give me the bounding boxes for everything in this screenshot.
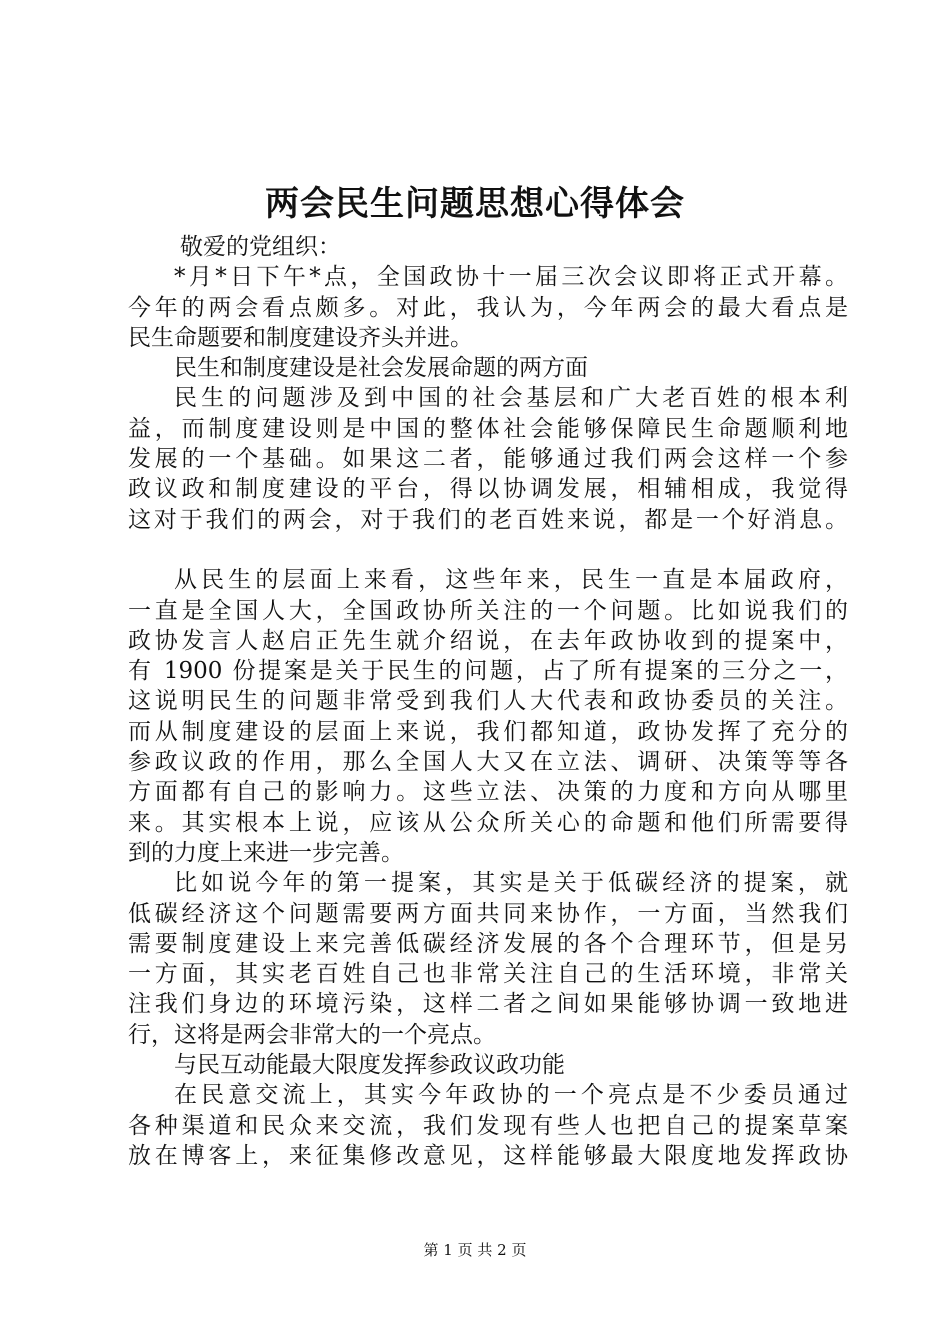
text-line: 低碳经济这个问题需要两方面共同来协作，一方面，当然我们 — [128, 900, 848, 927]
text-line: 政协发言人赵启正先生就介绍说，在去年政协收到的提案中， — [128, 627, 848, 654]
text-line: 今年的两会看点颇多。对此，我认为，今年两会的最大看点是 — [128, 294, 848, 321]
text-line: 这说明民生的问题非常受到我们人大代表和政协委员的关注。 — [128, 688, 848, 715]
text-line: 与民互动能最大限度发挥参政议政功能 — [174, 1052, 565, 1079]
text-line: 行，这将是两会非常大的一个亮点。 — [128, 1021, 496, 1048]
text-line: 需要制度建设上来完善低碳经济发展的各个合理环节，但是另 — [128, 930, 848, 957]
text-line: 这对于我们的两会，对于我们的老百姓来说，都是一个好消息。 — [128, 506, 848, 533]
text-line: 一直是全国人大，全国政协所关注的一个问题。比如说我们的 — [128, 597, 848, 624]
text-line: 民生命题要和制度建设齐头并进。 — [128, 324, 473, 351]
text-line: 各种渠道和民众来交流，我们发现有些人也把自己的提案草案 — [128, 1112, 848, 1139]
text-line: 政议政和制度建设的平台，得以协调发展，相辅相成，我觉得 — [128, 476, 848, 503]
text-line: 发展的一个基础。如果这二者，能够通过我们两会这样一个参 — [128, 446, 848, 473]
document-title: 两会民生问题思想心得体会 — [265, 184, 685, 224]
text-line: 而从制度建设的层面上来说，我们都知道，政协发挥了充分的 — [128, 718, 848, 745]
text-line: 有 1900 份提案是关于民生的问题，占了所有提案的三分之一， — [128, 658, 848, 685]
text-line: 益，而制度建设则是中国的整体社会能够保障民生命题顺利地 — [128, 415, 848, 442]
text-line: 一方面，其实老百姓自己也非常关注自己的生活环境，非常关 — [128, 961, 848, 988]
text-line: 方面都有自己的影响力。这些立法、决策的力度和方向从哪里 — [128, 779, 848, 806]
text-line: 民生的问题涉及到中国的社会基层和广大老百姓的根本利 — [174, 385, 848, 412]
text-line: 在民意交流上，其实今年政协的一个亮点是不少委员通过 — [174, 1082, 848, 1109]
text-line: 参政议政的作用，那么全国人大又在立法、调研、决策等等各 — [128, 749, 848, 776]
text-line: *月*日下午*点，全国政协十一届三次会议即将正式开幕。 — [174, 264, 848, 291]
text-line: 从民生的层面上来看，这些年来，民生一直是本届政府， — [174, 567, 848, 594]
text-line: 民生和制度建设是社会发展命题的两方面 — [174, 355, 588, 382]
text-line: 来。其实根本上说，应该从公众所关心的命题和他们所需要得 — [128, 809, 848, 836]
text-line: 注我们身边的环境污染，这样二者之间如果能够协调一致地进 — [128, 991, 848, 1018]
page-footer: 第 1 页 共 2 页 — [423, 1241, 527, 1259]
paragraph-lines — [128, 262, 848, 1171]
text-line: 放在博客上，来征集修改意见，这样能够最大限度地发挥政协 — [128, 1142, 848, 1169]
salutation: 敬爱的党组织： — [180, 234, 341, 260]
text-line: 比如说今年的第一提案，其实是关于低碳经济的提案，就 — [174, 870, 848, 897]
blank-line — [128, 535, 848, 565]
text-line: 到的力度上来进一步完善。 — [128, 839, 404, 866]
document-body — [128, 232, 848, 1171]
